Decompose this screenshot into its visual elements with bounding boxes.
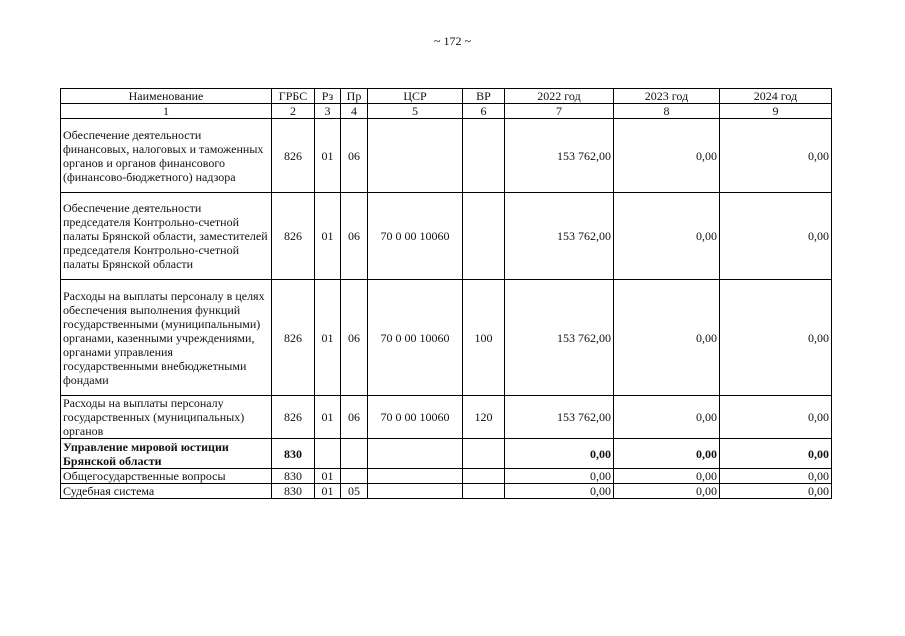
row-name: Управление мировой юстиции Брянской области — [61, 439, 272, 469]
row-name: Судебная система — [61, 484, 272, 499]
row-grbs: 830 — [272, 469, 315, 484]
row-2023: 0,00 — [614, 469, 720, 484]
row-name: Общегосударственные вопросы — [61, 469, 272, 484]
table-row — [61, 193, 832, 280]
row-2022: 0,00 — [505, 469, 614, 484]
row-grbs: 830 — [272, 439, 315, 469]
column-number: 4 — [341, 104, 368, 119]
row-rz: 01 — [315, 280, 341, 396]
row-pr — [341, 439, 368, 469]
row-2022: 0,00 — [505, 484, 614, 499]
row-2024: 0,00 — [720, 439, 832, 469]
row-vr — [463, 469, 505, 484]
column-number: 6 — [463, 104, 505, 119]
row-grbs: 826 — [272, 280, 315, 396]
row-2024: 0,00 — [720, 193, 832, 280]
row-2024: 0,00 — [720, 119, 832, 193]
table-row — [61, 484, 832, 499]
header-2023: 2023 год — [614, 89, 720, 104]
row-grbs: 826 — [272, 193, 315, 280]
row-2022: 153 762,00 — [505, 280, 614, 396]
table-row — [61, 439, 832, 469]
row-vr — [463, 193, 505, 280]
header-csr: ЦСР — [368, 89, 463, 104]
row-csr — [368, 439, 463, 469]
row-pr: 05 — [341, 484, 368, 499]
column-number: 9 — [720, 104, 832, 119]
row-grbs: 826 — [272, 119, 315, 193]
row-2023: 0,00 — [614, 119, 720, 193]
row-rz: 01 — [315, 484, 341, 499]
row-csr — [368, 119, 463, 193]
row-2022: 153 762,00 — [505, 193, 614, 280]
header-grbs: ГРБС — [272, 89, 315, 104]
table-row — [61, 280, 832, 396]
table-row — [61, 396, 832, 439]
row-vr: 100 — [463, 280, 505, 396]
row-pr: 06 — [341, 280, 368, 396]
row-2024: 0,00 — [720, 484, 832, 499]
row-2023: 0,00 — [614, 439, 720, 469]
header-name: Наименование — [61, 89, 272, 104]
column-number-row — [61, 104, 832, 119]
row-rz: 01 — [315, 193, 341, 280]
row-rz: 01 — [315, 469, 341, 484]
row-csr: 70 0 00 10060 — [368, 396, 463, 439]
row-pr — [341, 469, 368, 484]
row-vr — [463, 439, 505, 469]
row-2023: 0,00 — [614, 193, 720, 280]
row-vr — [463, 119, 505, 193]
column-number: 1 — [61, 104, 272, 119]
row-pr: 06 — [341, 193, 368, 280]
row-rz: 01 — [315, 396, 341, 439]
header-2022: 2022 год — [505, 89, 614, 104]
row-2022: 0,00 — [505, 439, 614, 469]
table-row — [61, 119, 832, 193]
row-rz — [315, 439, 341, 469]
header-vr: ВР — [463, 89, 505, 104]
row-name: Расходы на выплаты персоналу в целях обеспечения выполнения функций государственными (муниципальными) органами, казенными учреждениями, органами управления государственными внебюджетными фондами — [61, 280, 272, 396]
row-2023: 0,00 — [614, 484, 720, 499]
row-2022: 153 762,00 — [505, 119, 614, 193]
table-row — [61, 469, 832, 484]
row-csr — [368, 469, 463, 484]
column-number: 2 — [272, 104, 315, 119]
row-2024: 0,00 — [720, 280, 832, 396]
header-row — [61, 89, 832, 104]
header-2024: 2024 год — [720, 89, 832, 104]
row-vr: 120 — [463, 396, 505, 439]
header-rz: Рз — [315, 89, 341, 104]
column-number: 3 — [315, 104, 341, 119]
row-name: Расходы на выплаты персоналу государственных (муниципальных) органов — [61, 396, 272, 439]
row-2023: 0,00 — [614, 396, 720, 439]
row-name: Обеспечение деятельности финансовых, налоговых и таможенных органов и органов финансового (финансово-бюджетного) надзора — [61, 119, 272, 193]
row-2023: 0,00 — [614, 280, 720, 396]
row-rz: 01 — [315, 119, 341, 193]
page-number: ~ 172 ~ — [434, 34, 471, 48]
header-pr: Пр — [341, 89, 368, 104]
row-pr: 06 — [341, 396, 368, 439]
row-2024: 0,00 — [720, 469, 832, 484]
budget-table — [60, 88, 832, 499]
column-number: 7 — [505, 104, 614, 119]
column-number: 5 — [368, 104, 463, 119]
row-csr: 70 0 00 10060 — [368, 193, 463, 280]
row-pr: 06 — [341, 119, 368, 193]
column-number: 8 — [614, 104, 720, 119]
row-csr — [368, 484, 463, 499]
row-2022: 153 762,00 — [505, 396, 614, 439]
row-grbs: 830 — [272, 484, 315, 499]
row-name: Обеспечение деятельности председателя Контрольно-счетной палаты Брянской области, заместителей председателя Контрольно-счетной палаты Брянской области — [61, 193, 272, 280]
row-2024: 0,00 — [720, 396, 832, 439]
row-grbs: 826 — [272, 396, 315, 439]
row-csr: 70 0 00 10060 — [368, 280, 463, 396]
row-vr — [463, 484, 505, 499]
